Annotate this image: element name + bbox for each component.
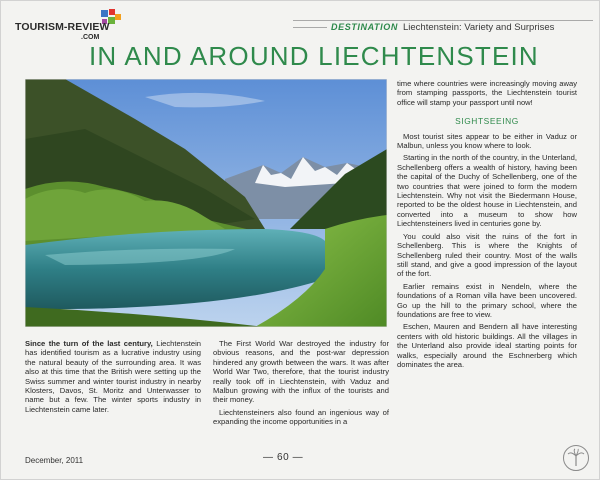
header-rule (293, 27, 327, 28)
paragraph: Eschen, Mauren and Bendern all have interesting centers with old historic buildings. All the villages in the Unterland also provide ideal starting points for walks, especially around the Eschnerberg which dominates the area. (397, 322, 577, 369)
issue-date: December, 2011 (25, 456, 84, 465)
paragraph: Starting in the north of the country, in the Unterland, Schellenberg offers a wealth of history, having been the capital of the Duchy of Schellenberg, one of the two countries that were joined to form the modern Liechtenstein. Why not visit the Biedermann House, reported to be the oldest house in Liechtenstein, and converted into a museum to show how Liechtensteiners lived in centuries gone by. (397, 153, 577, 229)
paragraph: You could also visit the ruins of the fort in Schellenberg. This is where the Knights of Schellenberg ruled their country. Most of the walls still stand, and give a good impression of the layout of the fort. (397, 231, 577, 279)
logo-text: TOURISM-REVIEW (15, 21, 110, 33)
section-header (293, 20, 593, 35)
subheading-sightseeing: SIGHTSEEING (455, 116, 519, 127)
article-column-3 (397, 79, 577, 372)
lake-mountain-photo (25, 79, 387, 327)
section-kicker: DESTINATION (331, 22, 398, 32)
paragraph-text: Liechtenstein has identified tourism as a lucrative industry using the natural beauty of the surrounding area. It was also at this time that the British were setting up the Swiss summer and winter tourist industry in nearby Klosters, Davos, St. Moritz and Unterwasser to name but a few. The winter sports industry in Liechtenstein came later. (25, 339, 201, 414)
page-title: IN AND AROUND LIECHTENSTEIN (89, 41, 539, 71)
page-number: — 60 — (263, 452, 304, 463)
article-column-2 (213, 339, 389, 430)
paragraph: Most tourist sites appear to be either in Vaduz or Malbun, unless you know where to look. (397, 131, 577, 151)
paragraph: Earlier remains exist in Nendeln, where the foundations of a Roman villa have been uncovered. Go up the hill to the primary school, where the foundations are free to view. (397, 281, 577, 319)
logo-suffix: .COM (81, 34, 100, 41)
paragraph: Liechtensteiners also found an ingenious way of expanding the income opportunities in a (213, 407, 389, 427)
article-column-1 (25, 339, 201, 417)
site-logo[interactable] (15, 9, 155, 45)
section-subtitle: Liechtenstein: Variety and Surprises (403, 22, 555, 33)
paragraph: time where countries were increasingly moving away from stamping passports, the Liechtenstein tourist office will stamp your passport until now! (397, 79, 577, 107)
lead-in: Since the turn of the last century, (25, 339, 153, 348)
paragraph (25, 339, 201, 414)
palm-emblem-icon (562, 444, 590, 472)
paragraph: The First World War destroyed the industry for obvious reasons, and the post-war depression hindered any growth between the wars. It was after World War Two, therefore, that the tourist industry really took off in Liechtenstein, with Vaduz and Malbun growing with the influx of the tourists and their money. (213, 339, 389, 405)
